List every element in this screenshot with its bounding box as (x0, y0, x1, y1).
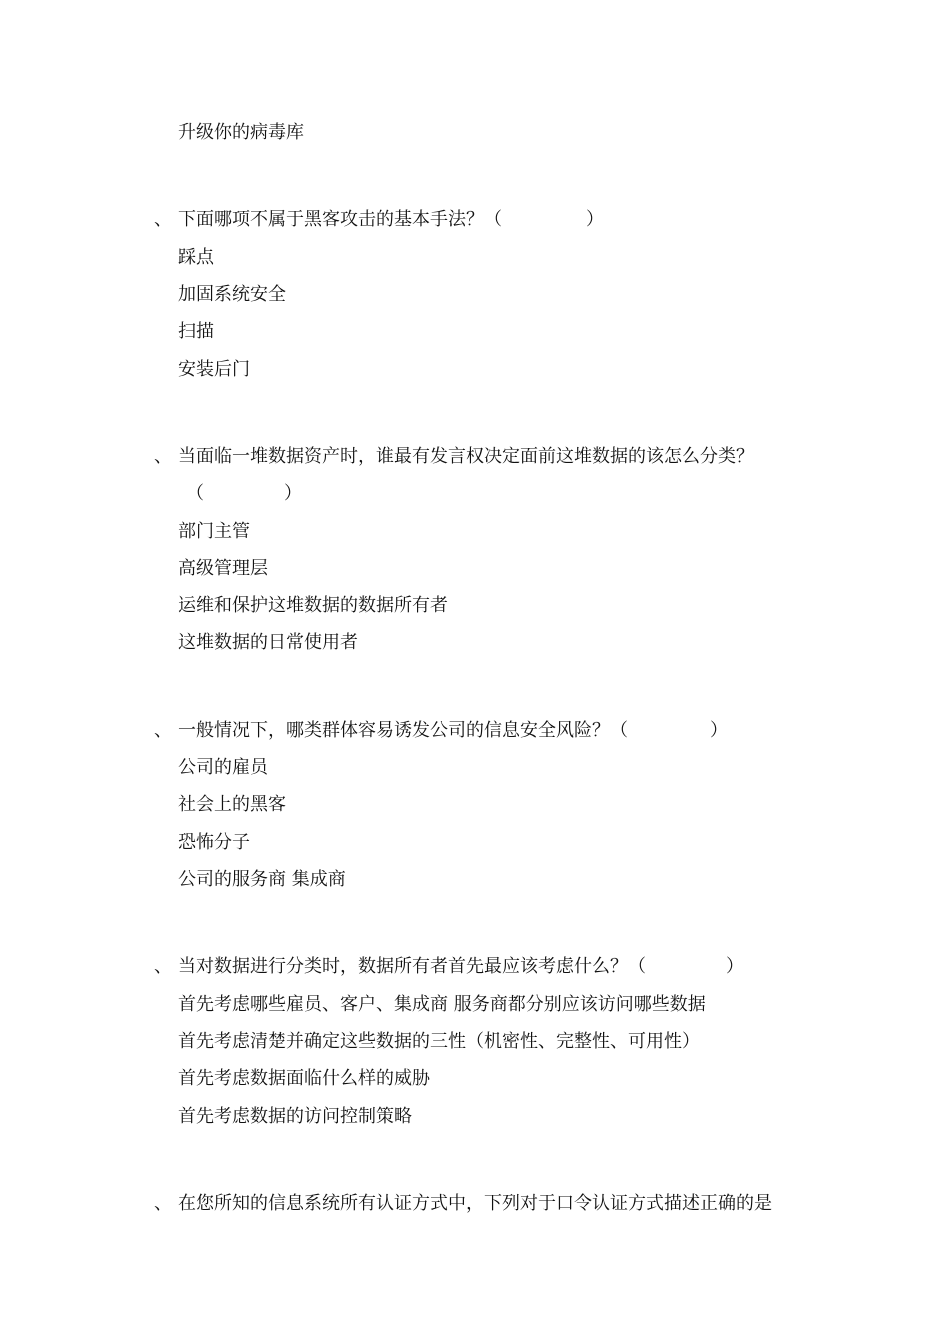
question-marker: 、 (154, 1193, 172, 1214)
question-marker: 、 (154, 956, 172, 977)
option-item: 首先考虑数据的访问控制策略 (178, 1106, 412, 1127)
question-text: 当对数据进行分类时，数据所有者首先最应该考虑什么？（ (178, 956, 646, 977)
question-stem: 当面临一堆数据资产时，谁最有发言权决定面前这堆数据的该怎么分类？ (178, 446, 754, 467)
option-item: 部门主管 (178, 521, 250, 542)
question-close-paren: ） (284, 483, 302, 504)
option-item: 加固系统安全 (178, 284, 286, 305)
prev-option: 升级你的病毒库 (178, 122, 304, 143)
question-stem: 在您所知的信息系统所有认证方式中，下列对于口令认证方式描述正确的是 (178, 1193, 772, 1214)
question-close-paren: ） (586, 209, 604, 230)
option-item: 公司的服务商 集成商 (178, 869, 346, 890)
option-item: 首先考虑数据面临什么样的威胁 (178, 1068, 430, 1089)
option-item: 踩点 (178, 247, 214, 268)
option-item: 公司的雇员 (178, 757, 268, 778)
option-item: 首先考虑哪些雇员、客户、集成商 服务商都分别应该访问哪些数据 (178, 994, 706, 1015)
question-marker: 、 (154, 209, 172, 230)
question-open-paren: （ (186, 483, 204, 504)
question-marker: 、 (154, 720, 172, 741)
option-item: 扫描 (178, 321, 214, 342)
option-item: 首先考虑清楚并确定这些数据的三性（机密性、完整性、可用性） (178, 1031, 700, 1052)
option-item: 社会上的黑客 (178, 794, 286, 815)
option-item: 运维和保护这堆数据的数据所有者 (178, 595, 448, 616)
answer-paren-line (186, 482, 302, 506)
question-close-paren: ） (726, 956, 744, 977)
option-item: 安装后门 (178, 359, 250, 380)
question-marker: 、 (154, 446, 172, 467)
question-stem (178, 955, 744, 979)
question-text: 一般情况下，哪类群体容易诱发公司的信息安全风险？（ (178, 720, 628, 741)
question-text: 下面哪项不属于黑客攻击的基本手法？（ (178, 209, 502, 230)
option-item: 恐怖分子 (178, 832, 250, 853)
option-item: 高级管理层 (178, 558, 268, 579)
option-item: 这堆数据的日常使用者 (178, 632, 358, 653)
question-stem (178, 719, 728, 743)
question-close-paren: ） (710, 720, 728, 741)
question-stem (178, 208, 604, 232)
